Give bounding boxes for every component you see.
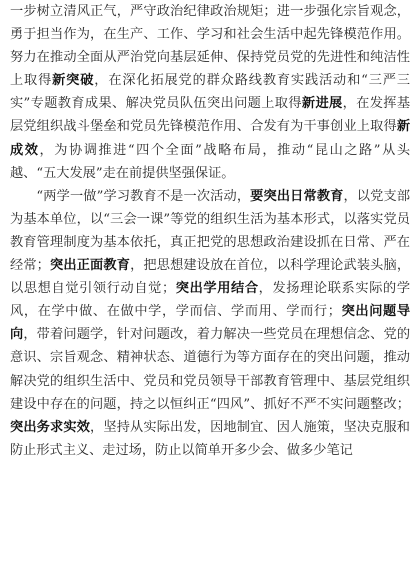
paragraph-1 [10, 0, 410, 185]
emphasis-text: 新突破 [52, 73, 95, 89]
emphasis-text: 突出学用结合 [175, 281, 259, 297]
body-text: ，以党支部为基本单位，以“三会一课”等党的组织生活为基本形式，以落实党员教育管理制度为基本依托，真正把党的思想政治建设抓在日常、严在经常； [10, 188, 411, 274]
body-text: ，带着问题学，针对问题改，着力解决一些党员在理想信念、党的意识、宗旨观念、精神状态、道德行为等方面存在的突出问题，推动解决党的组织生活中、党员和党员领导干部教育管理中、基层党组织建设中存在的问题，持之以恒纠正“四风”、抓好不严不实问题整改； [10, 327, 411, 412]
paragraph-2 [10, 185, 410, 462]
emphasis-text: 突出务求实效 [10, 419, 91, 435]
body-text: 一步树立清风正气，严守政治纪律政治规矩；进一步强化宗旨观念，勇于担当作为，在生产、工作、学习和社会生活中起先锋模范作用。努力在推动全面从严治党向基层延伸、保持党员党的先进性和纯洁性上取得 [10, 4, 410, 89]
body-text: ，把思想建设放在首位，以科学理论武装头脑，以思想自觉引领行动自觉； [10, 258, 411, 297]
emphasis-text: 新进展 [301, 96, 343, 112]
body-text: ，在深化拓展党的群众路线教育实践活动和“三严三实”专题教育成果、解决党员队伍突出问题上取得 [10, 73, 411, 112]
emphasis-text: 突出正面教育 [49, 258, 131, 274]
emphasis-text: 突出问题导向 [10, 304, 411, 343]
body-text: ，在发挥基层党组织战斗堡垒和党员先锋模范作用、合发有为干事创业上取得 [10, 96, 411, 135]
emphasis-text: 新成效 [10, 119, 410, 158]
body-text: “两学一做”学习教育不是一次活动， [36, 188, 251, 204]
body-text: ，为协调推进“四个全面”战略布局，推动“昆山之路”从头越、“五大发展”走在前提供坚强保证。 [10, 142, 411, 181]
body-text: ，坚持从实际出发，因地制宜、因人施策，坚决克服和防止形式主义、走过场，防止以简单开多少会、做多少笔记 [10, 419, 410, 458]
emphasis-text: 要突出日常教育 [250, 188, 344, 204]
body-text: ，发扬理论联系实际的学风，在学中做、在做中学，学而信、学而用、学而行； [10, 281, 411, 320]
